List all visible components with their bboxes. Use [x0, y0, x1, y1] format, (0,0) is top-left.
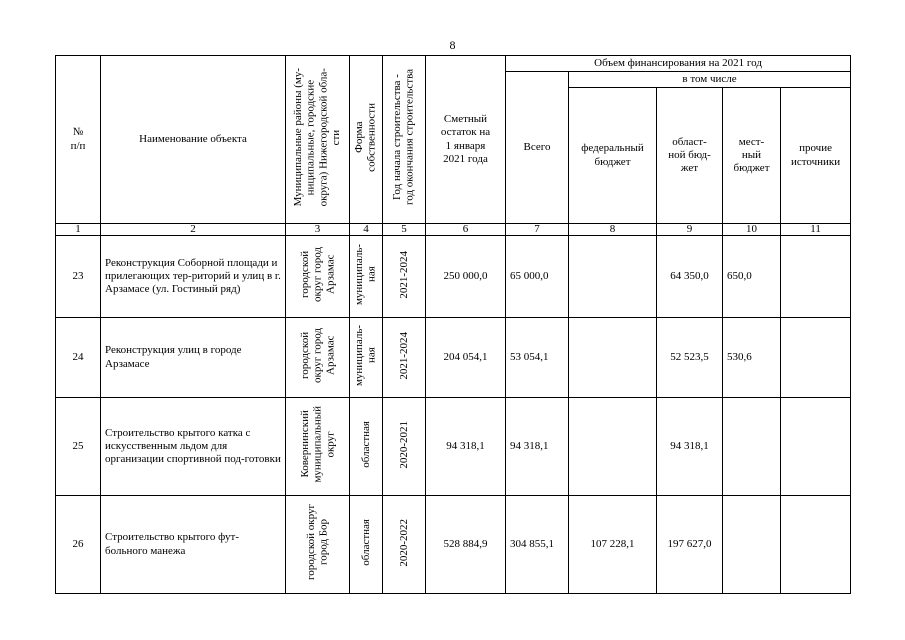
- row-num: 24: [56, 318, 101, 398]
- header-other: прочие источники: [781, 88, 851, 224]
- column-number: 5: [383, 224, 426, 236]
- header-name: Наименование объекта: [101, 56, 286, 224]
- header-years: Год начала строительства - год окончания строительства: [383, 56, 426, 224]
- row-years: 2021-2024: [383, 236, 426, 318]
- row-federal: [569, 398, 657, 496]
- column-number: 6: [426, 224, 506, 236]
- row-total: 304 855,1: [506, 496, 569, 594]
- row-object-name: Строительство крытого фут-больного манежа: [101, 496, 286, 594]
- column-number: 8: [569, 224, 657, 236]
- row-local: 530,6: [723, 318, 781, 398]
- row-other: [781, 318, 851, 398]
- row-federal: 107 228,1: [569, 496, 657, 594]
- row-remaining: 94 318,1: [426, 398, 506, 496]
- row-other: [781, 398, 851, 496]
- header-num: № п/п: [56, 56, 101, 224]
- header-total: Всего: [506, 72, 569, 224]
- header-including: в том числе: [569, 72, 851, 88]
- row-num: 23: [56, 236, 101, 318]
- header-remaining: Сметный остаток на 1 января 2021 года: [426, 56, 506, 224]
- table-row: [56, 398, 851, 496]
- row-ownership: муниципаль- ная: [350, 318, 383, 398]
- header-financing: Объем финансирования на 2021 год: [506, 56, 851, 72]
- row-object-name: Строительство крытого катка с искусственным льдом для организации спортивной под-готовки: [101, 398, 286, 496]
- row-object-name: Реконструкция Соборной площади и прилегающих тер-риторий и улиц в г. Арзамасе (ул. Гостиный ряд): [101, 236, 286, 318]
- column-number: 9: [657, 224, 723, 236]
- row-remaining: 204 054,1: [426, 318, 506, 398]
- row-district: городской округ город Арзамас: [286, 318, 350, 398]
- row-other: [781, 496, 851, 594]
- row-total: 53 054,1: [506, 318, 569, 398]
- row-num: 26: [56, 496, 101, 594]
- row-years: 2020-2022: [383, 496, 426, 594]
- row-local: [723, 398, 781, 496]
- row-federal: [569, 236, 657, 318]
- column-number: 7: [506, 224, 569, 236]
- row-regional: 64 350,0: [657, 236, 723, 318]
- table-row: [56, 496, 851, 594]
- column-number: 3: [286, 224, 350, 236]
- row-local: 650,0: [723, 236, 781, 318]
- row-ownership: областная: [350, 398, 383, 496]
- row-other: [781, 236, 851, 318]
- header-regional: област- ной бюд- жет: [657, 88, 723, 224]
- row-remaining: 250 000,0: [426, 236, 506, 318]
- row-remaining: 528 884,9: [426, 496, 506, 594]
- table-row: [56, 318, 851, 398]
- page-number: 8: [449, 38, 456, 52]
- column-number: 2: [101, 224, 286, 236]
- header-ownership: Форма собственности: [350, 56, 383, 224]
- header-local: мест- ный бюджет: [723, 88, 781, 224]
- row-num: 25: [56, 398, 101, 496]
- row-regional: 94 318,1: [657, 398, 723, 496]
- row-regional: 197 627,0: [657, 496, 723, 594]
- row-ownership: областная: [350, 496, 383, 594]
- row-district: городской округ город Арзамас: [286, 236, 350, 318]
- column-number: 11: [781, 224, 851, 236]
- row-years: 2020-2021: [383, 398, 426, 496]
- row-total: 94 318,1: [506, 398, 569, 496]
- column-number: 10: [723, 224, 781, 236]
- table-row: [56, 236, 851, 318]
- row-federal: [569, 318, 657, 398]
- row-years: 2021-2024: [383, 318, 426, 398]
- row-ownership: муниципаль- ная: [350, 236, 383, 318]
- column-number: 4: [350, 224, 383, 236]
- row-district: Ковернинский муниципальный округ: [286, 398, 350, 496]
- column-number: 1: [56, 224, 101, 236]
- header-federal: федеральный бюджет: [569, 88, 657, 224]
- row-district: городской округ город Бор: [286, 496, 350, 594]
- row-total: 65 000,0: [506, 236, 569, 318]
- financing-table: [55, 55, 851, 594]
- row-local: [723, 496, 781, 594]
- row-object-name: Реконструкция улиц в городе Арзамасе: [101, 318, 286, 398]
- row-regional: 52 523,5: [657, 318, 723, 398]
- header-district: Муниципальные районы (му- ниципальные, городские округа) Нижегородской обла- сти: [286, 56, 350, 224]
